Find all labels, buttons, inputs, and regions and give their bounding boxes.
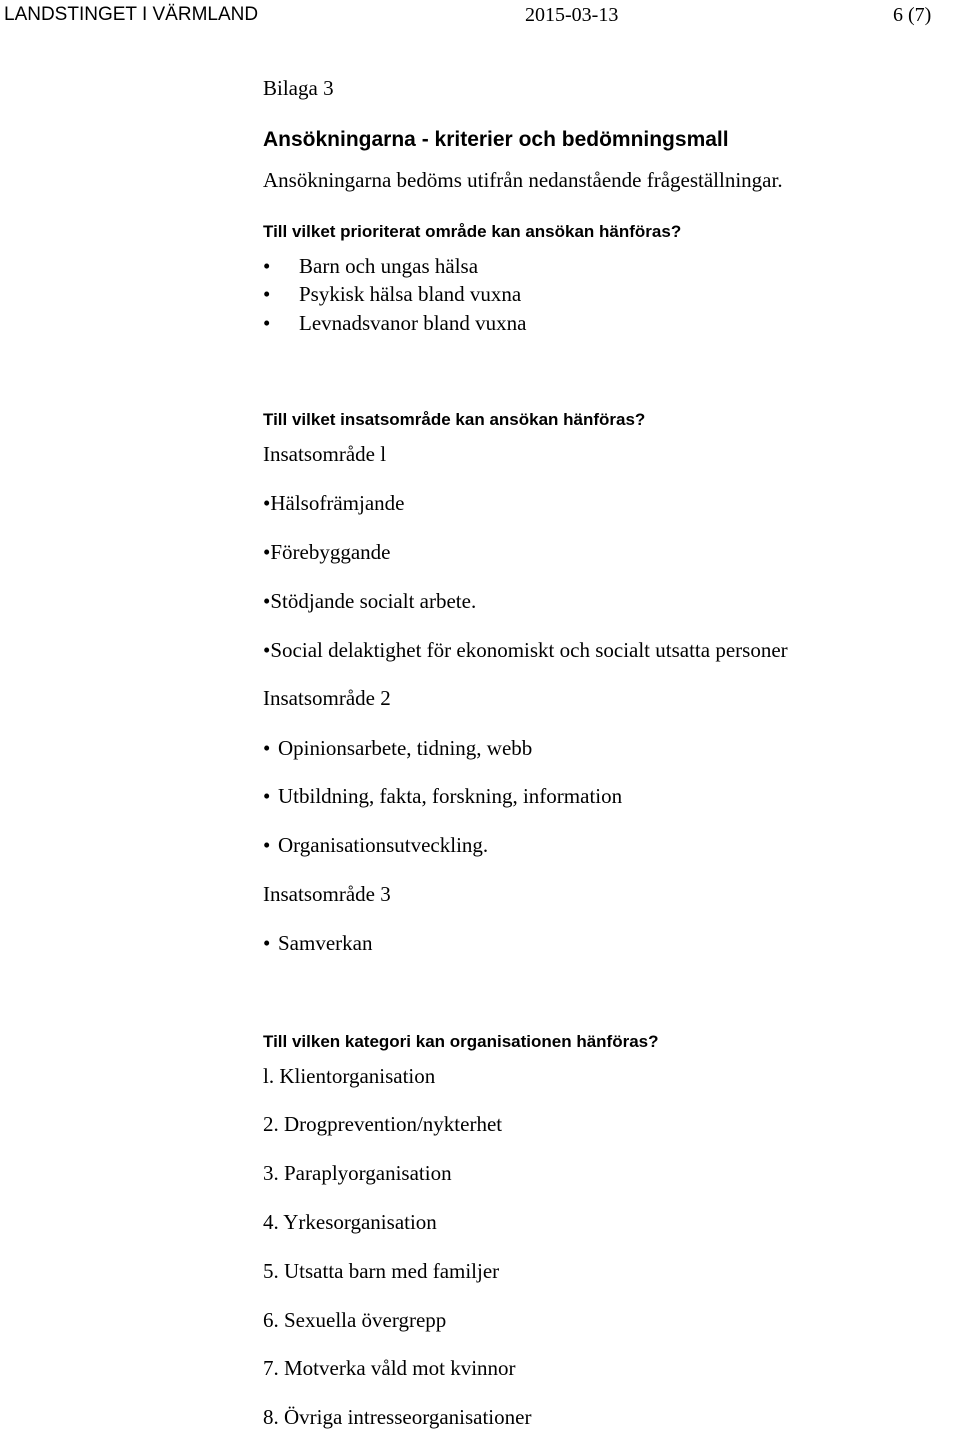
bullet-icon: •: [263, 784, 271, 808]
list-item-label: Levnadsvanor bland vuxna: [299, 311, 527, 335]
list-item: [263, 282, 270, 307]
bullet-icon: •: [263, 736, 271, 760]
list-item: l. Klientorganisation: [263, 1064, 436, 1088]
appendix-label: Bilaga 3: [263, 76, 334, 100]
area-2-label: Insatsområde 2: [263, 686, 391, 710]
list-item: [263, 784, 622, 809]
list-item-label: Stödjande socialt arbete.: [270, 589, 477, 613]
list-item-label: Social delaktighet för ekonomiskt och socialt utsatta personer: [270, 638, 788, 662]
list-item-label: Organisationsutveckling.: [278, 833, 489, 857]
intro-text: Ansökningarna bedöms utifrån nedanstående frågeställningar.: [263, 168, 783, 192]
section-priority-question: Till vilket prioriterat område kan ansökan hänföras?: [263, 222, 682, 241]
bullet-icon: •: [263, 491, 271, 515]
bullet-icon: •: [263, 311, 271, 335]
area-1-label: Insatsområde l: [263, 442, 387, 466]
list-item-label: Hälsofrämjande: [270, 491, 405, 515]
bullet-icon: •: [263, 638, 271, 662]
header-organization: LANDSTINGET I VÄRMLAND: [4, 4, 259, 25]
list-item: 3. Paraplyorganisation: [263, 1161, 452, 1185]
list-item: [263, 540, 391, 565]
header-page-number: 6 (7): [893, 4, 932, 26]
list-item-label: Utbildning, fakta, forskning, information: [278, 784, 623, 808]
bullet-icon: •: [263, 540, 271, 564]
list-item: [263, 833, 488, 858]
list-item: 8. Övriga intresseorganisationer: [263, 1405, 532, 1429]
list-item: [263, 311, 270, 336]
section-category-question: Till vilken kategori kan organisationen hänföras?: [263, 1032, 659, 1051]
list-item: [263, 491, 404, 516]
list-item: [263, 254, 270, 279]
list-item: [263, 589, 476, 614]
list-item-label: Barn och ungas hälsa: [299, 254, 479, 278]
list-item: 7. Motverka våld mot kvinnor: [263, 1356, 516, 1380]
list-item-label: Psykisk hälsa bland vuxna: [299, 282, 522, 306]
list-item: [263, 931, 372, 956]
bullet-icon: •: [263, 254, 271, 278]
document-title: Ansökningarna - kriterier och bedömningsmall: [263, 128, 729, 151]
list-item: 2. Drogprevention/nykterhet: [263, 1112, 503, 1136]
bullet-icon: •: [263, 589, 271, 613]
list-item: 6. Sexuella övergrepp: [263, 1308, 447, 1332]
list-item: 4. Yrkesorganisation: [263, 1210, 437, 1234]
bullet-icon: •: [263, 282, 271, 306]
header-date: 2015-03-13: [525, 4, 619, 26]
list-item: [263, 638, 788, 663]
section-intervention-question: Till vilket insatsområde kan ansökan hänföras?: [263, 410, 646, 429]
list-item-label: Opinionsarbete, tidning, webb: [278, 736, 533, 760]
list-item-label: Förebyggande: [270, 540, 391, 564]
list-item: 5. Utsatta barn med familjer: [263, 1259, 500, 1283]
list-item: [263, 736, 532, 761]
bullet-icon: •: [263, 833, 271, 857]
area-3-label: Insatsområde 3: [263, 882, 391, 906]
bullet-icon: •: [263, 931, 271, 955]
list-item-label: Samverkan: [278, 931, 373, 955]
